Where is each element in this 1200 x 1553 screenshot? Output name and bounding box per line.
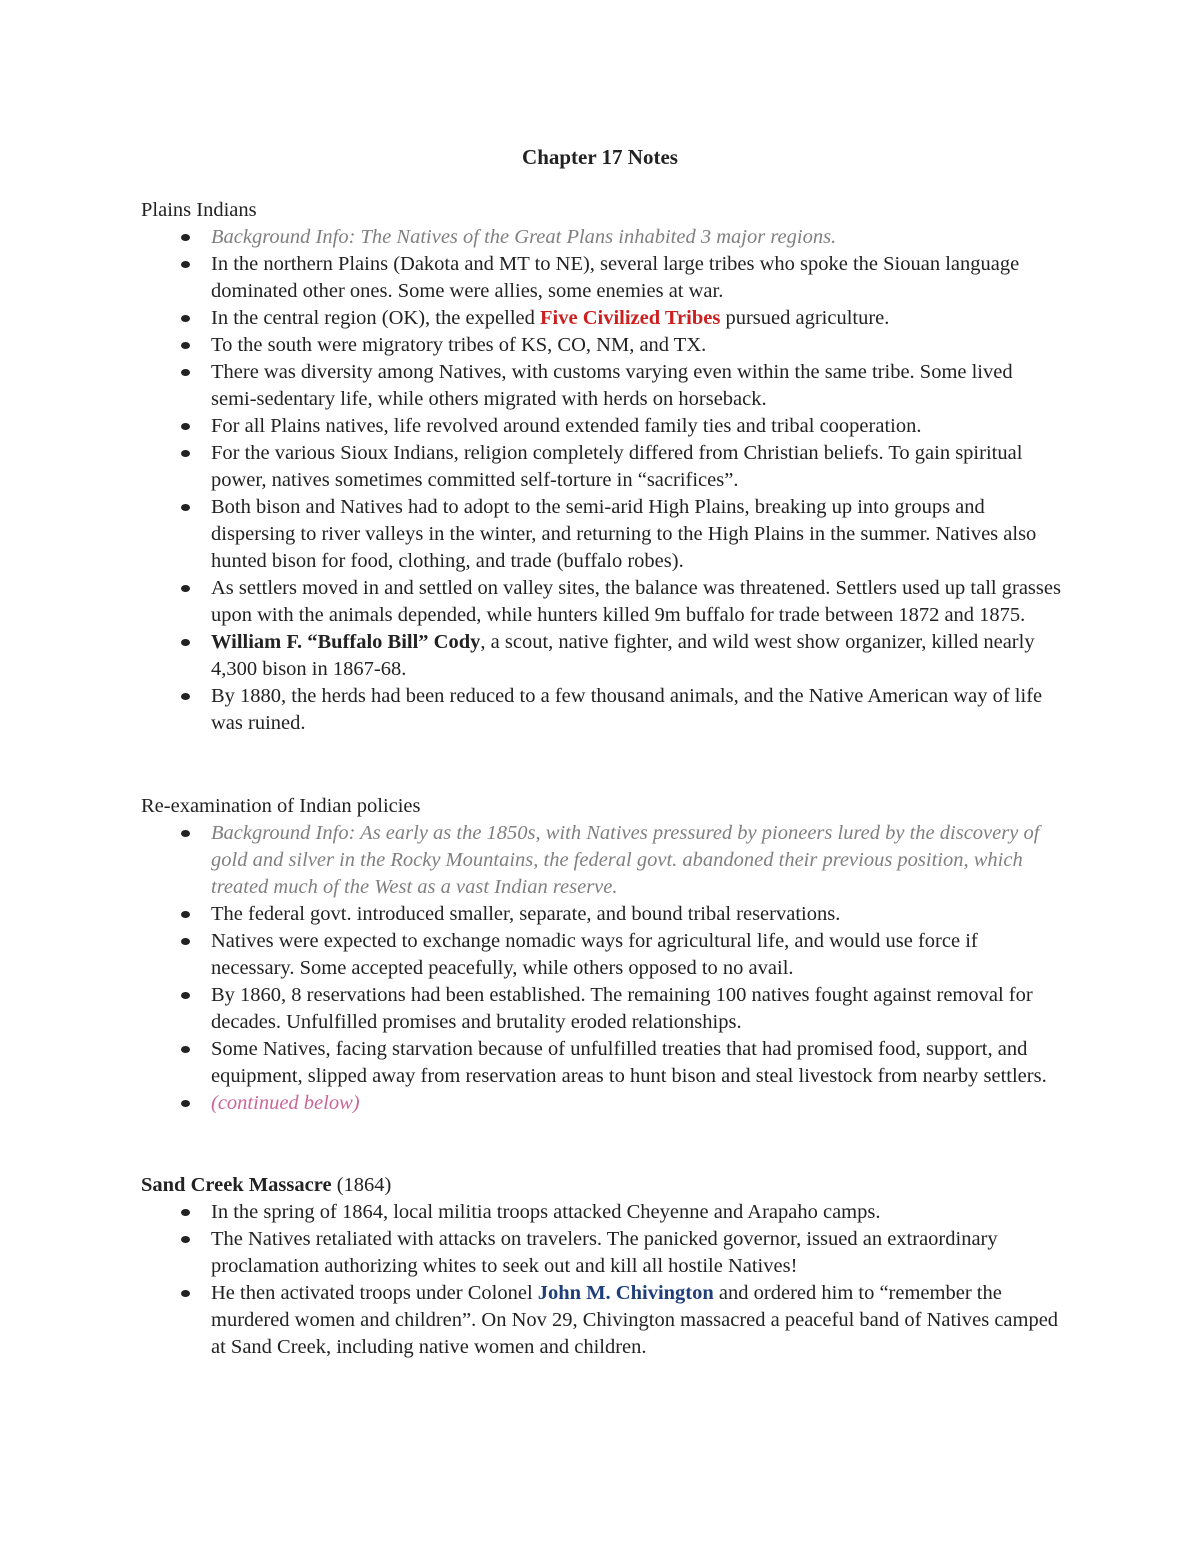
list-item: The Natives retaliated with attacks on travelers. The panicked governor, issued an extraordinary proclamation authorizing whites to seek out and kill all hostile Natives! xyxy=(141,1226,1061,1280)
list-item: Both bison and Natives had to adopt to the semi-arid High Plains, breaking up into groups and dispersing to river valleys in the winter, and returning to the High Plains in the summer. Natives also hunted bison for food, clothing, and trade (buffalo robes). xyxy=(141,494,1061,575)
section-plains-indians xyxy=(141,197,1061,737)
list-item: For all Plains natives, life revolved around extended family ties and tribal cooperation. xyxy=(141,413,1061,440)
continued-note: (continued below) xyxy=(211,1092,360,1114)
bullet-list xyxy=(141,224,1061,737)
section-heading: Sand Creek Massacre (1864) xyxy=(141,1174,392,1196)
list-item: By 1880, the herds had been reduced to a few thousand animals, and the Native American way of life was ruined. xyxy=(141,683,1061,737)
list-item: William F. “Buffalo Bill” Cody, a scout, native fighter, and wild west show organizer, killed nearly 4,300 bison in 1867-68. xyxy=(141,629,1061,683)
bullet-list xyxy=(141,820,1061,1117)
list-item: He then activated troops under Colonel John M. Chivington and ordered him to “remember the murdered women and children”. On Nov 29, Chivington massacred a peaceful band of Natives camped at Sand Creek, including native women and children. xyxy=(141,1280,1061,1361)
list-item: Natives were expected to exchange nomadic ways for agricultural life, and would use force if necessary. Some accepted peacefully, while others opposed to no avail. xyxy=(141,928,1061,982)
list-item: In the spring of 1864, local militia troops attacked Cheyenne and Arapaho camps. xyxy=(141,1199,1061,1226)
list-item: There was diversity among Natives, with customs varying even within the same tribe. Some lived semi-sedentary life, while others migrated with herds on horseback. xyxy=(141,359,1061,413)
list-item: Some Natives, facing starvation because of unfulfilled treaties that had promised food, support, and equipment, slipped away from reservation areas to hunt bison and steal livestock from nearby settlers. xyxy=(141,1036,1061,1090)
page-title: Chapter 17 Notes xyxy=(522,145,678,169)
highlight-five-civilized-tribes: Five Civilized Tribes xyxy=(540,307,721,329)
list-item xyxy=(141,224,1061,251)
list-item: In the northern Plains (Dakota and MT to NE), several large tribes who spoke the Siouan language dominated other ones. Some were allies, some enemies at war. xyxy=(141,251,1061,305)
section-reexamination xyxy=(141,793,1061,1117)
section-sand-creek xyxy=(141,1172,1061,1361)
section-heading: Plains Indians xyxy=(141,199,257,221)
list-item: The federal govt. introduced smaller, separate, and bound tribal reservations. xyxy=(141,901,1061,928)
bullet-list xyxy=(141,1199,1061,1361)
list-item: To the south were migratory tribes of KS, CO, NM, and TX. xyxy=(141,332,1061,359)
list-item: In the central region (OK), the expelled Five Civilized Tribes pursued agriculture. xyxy=(141,305,1061,332)
background-info: Background Info: As early as the 1850s, with Natives pressured by pioneers lured by the discovery of gold and silver in the Rocky Mountains, the federal govt. abandoned their previous position, which treated much of the West as a vast Indian reserve. xyxy=(211,822,1040,898)
section-heading: Re-examination of Indian policies xyxy=(141,795,421,817)
list-item xyxy=(141,1090,1061,1117)
background-info: Background Info: The Natives of the Great Plans inhabited 3 major regions. xyxy=(211,226,837,248)
list-item: For the various Sioux Indians, religion completely differed from Christian beliefs. To gain spiritual power, natives sometimes committed self-torture in “sacrifices”. xyxy=(141,440,1061,494)
list-item: By 1860, 8 reservations had been established. The remaining 100 natives fought against removal for decades. Unfulfilled promises and brutality eroded relationships. xyxy=(141,982,1061,1036)
bold-name-buffalo-bill: William F. “Buffalo Bill” Cody xyxy=(211,631,481,653)
list-item xyxy=(141,820,1061,901)
list-item: As settlers moved in and settled on valley sites, the balance was threatened. Settlers used up tall grasses upon with the animals depended, while hunters killed 9m buffalo for trade between 1872 and 1875. xyxy=(141,575,1061,629)
heading-bold: Sand Creek Massacre xyxy=(141,1174,332,1196)
highlight-john-chivington: John M. Chivington xyxy=(537,1282,714,1304)
